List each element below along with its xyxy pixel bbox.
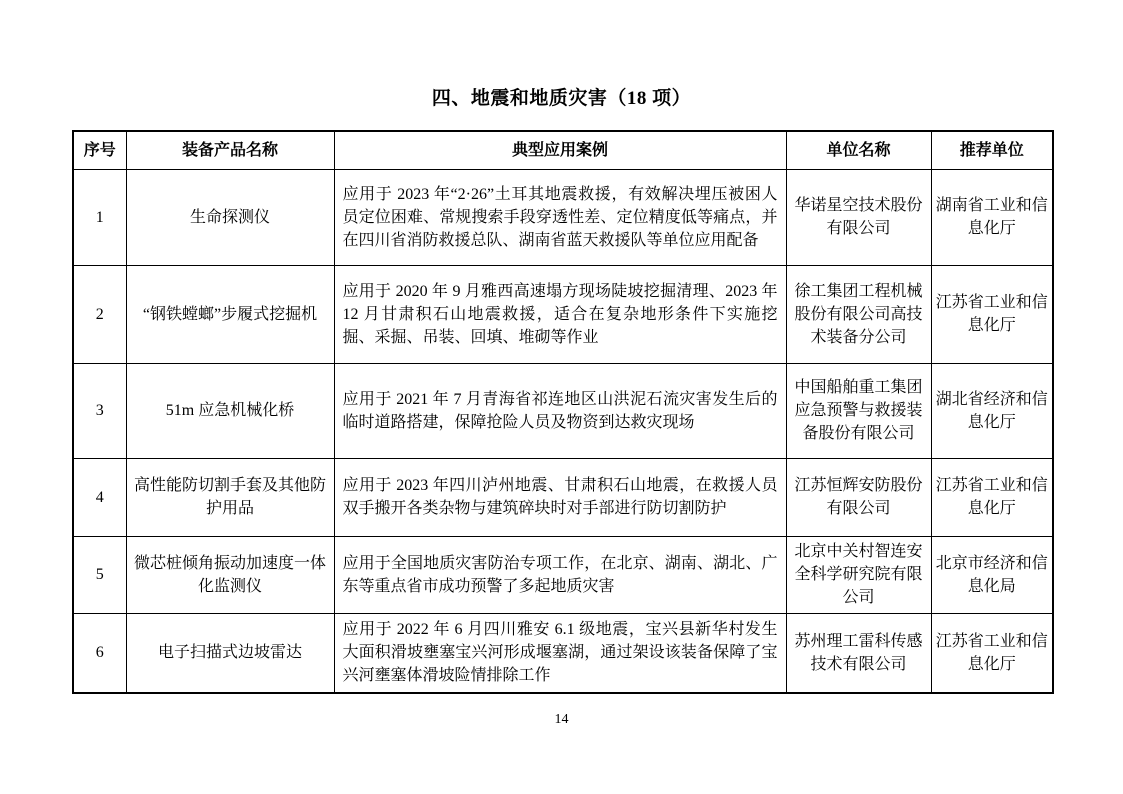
header-product: 装备产品名称 xyxy=(126,131,334,169)
cell-company: 徐工集团工程机械股份有限公司高技术装备分公司 xyxy=(786,265,931,363)
header-no: 序号 xyxy=(73,131,126,169)
cell-recommender: 北京市经济和信息化局 xyxy=(931,536,1053,613)
cell-no: 3 xyxy=(73,363,126,458)
cell-product: “钢铁螳螂”步履式挖掘机 xyxy=(126,265,334,363)
table-row xyxy=(73,536,1053,613)
header-case: 典型应用案例 xyxy=(334,131,786,169)
cell-product: 微芯桩倾角振动加速度一体化监测仪 xyxy=(126,536,334,613)
cell-recommender: 湖南省工业和信息化厅 xyxy=(931,169,1053,265)
cell-no: 4 xyxy=(73,458,126,536)
cell-recommender: 江苏省工业和信息化厅 xyxy=(931,613,1053,693)
header-recommender: 推荐单位 xyxy=(931,131,1053,169)
cell-case: 应用于 2020 年 9 月雅西高速塌方现场陡坡挖掘清理、2023 年 12 月甘肃积石山地震救援，适合在复杂地形条件下实施挖掘、采掘、吊装、回填、堆砌等作业 xyxy=(334,265,786,363)
cell-recommender: 湖北省经济和信息化厅 xyxy=(931,363,1053,458)
cell-company: 北京中关村智连安全科学研究院有限公司 xyxy=(786,536,931,613)
cell-recommender: 江苏省工业和信息化厅 xyxy=(931,265,1053,363)
cell-no: 6 xyxy=(73,613,126,693)
cell-no: 5 xyxy=(73,536,126,613)
cell-no: 1 xyxy=(73,169,126,265)
cell-company: 江苏恒辉安防股份有限公司 xyxy=(786,458,931,536)
page-title: 四、地震和地质灾害（18 项） xyxy=(431,88,692,109)
cell-product: 51m 应急机械化桥 xyxy=(126,363,334,458)
table-row xyxy=(73,265,1053,363)
cell-product: 高性能防切割手套及其他防护用品 xyxy=(126,458,334,536)
table-row xyxy=(73,169,1053,265)
table-row xyxy=(73,458,1053,536)
cell-case: 应用于 2023 年“2·26”土耳其地震救援，有效解决埋压被困人员定位困难、常规搜索手段穿透性差、定位精度低等痛点，并在四川省消防救援总队、湖南省蓝天救援队等单位应用配备 xyxy=(334,169,786,265)
cell-product: 生命探测仪 xyxy=(126,169,334,265)
table-header-row xyxy=(73,131,1053,169)
cell-company: 中国船舶重工集团应急预警与救援装备股份有限公司 xyxy=(786,363,931,458)
cell-case: 应用于 2021 年 7 月青海省祁连地区山洪泥石流灾害发生后的临时道路搭建，保障抢险人员及物资到达救灾现场 xyxy=(334,363,786,458)
cell-company: 苏州理工雷科传感技术有限公司 xyxy=(786,613,931,693)
cell-case: 应用于 2023 年四川泸州地震、甘肃积石山地震，在救援人员双手搬开各类杂物与建筑碎块时对手部进行防切割防护 xyxy=(334,458,786,536)
header-company: 单位名称 xyxy=(786,131,931,169)
table-row xyxy=(73,363,1053,458)
page-number: 14 xyxy=(554,712,569,727)
cell-case: 应用于 2022 年 6 月四川雅安 6.1 级地震，宝兴县新华村发生大面积滑坡壅塞宝兴河形成堰塞湖，通过架设该装备保障了宝兴河壅塞体滑坡险情排除工作 xyxy=(334,613,786,693)
cell-case: 应用于全国地质灾害防治专项工作，在北京、湖南、湖北、广东等重点省市成功预警了多起地质灾害 xyxy=(334,536,786,613)
cell-product: 电子扫描式边坡雷达 xyxy=(126,613,334,693)
cell-recommender: 江苏省工业和信息化厅 xyxy=(931,458,1053,536)
cell-company: 华诺星空技术股份有限公司 xyxy=(786,169,931,265)
cell-no: 2 xyxy=(73,265,126,363)
equipment-table xyxy=(72,130,1054,694)
table-row xyxy=(73,613,1053,693)
